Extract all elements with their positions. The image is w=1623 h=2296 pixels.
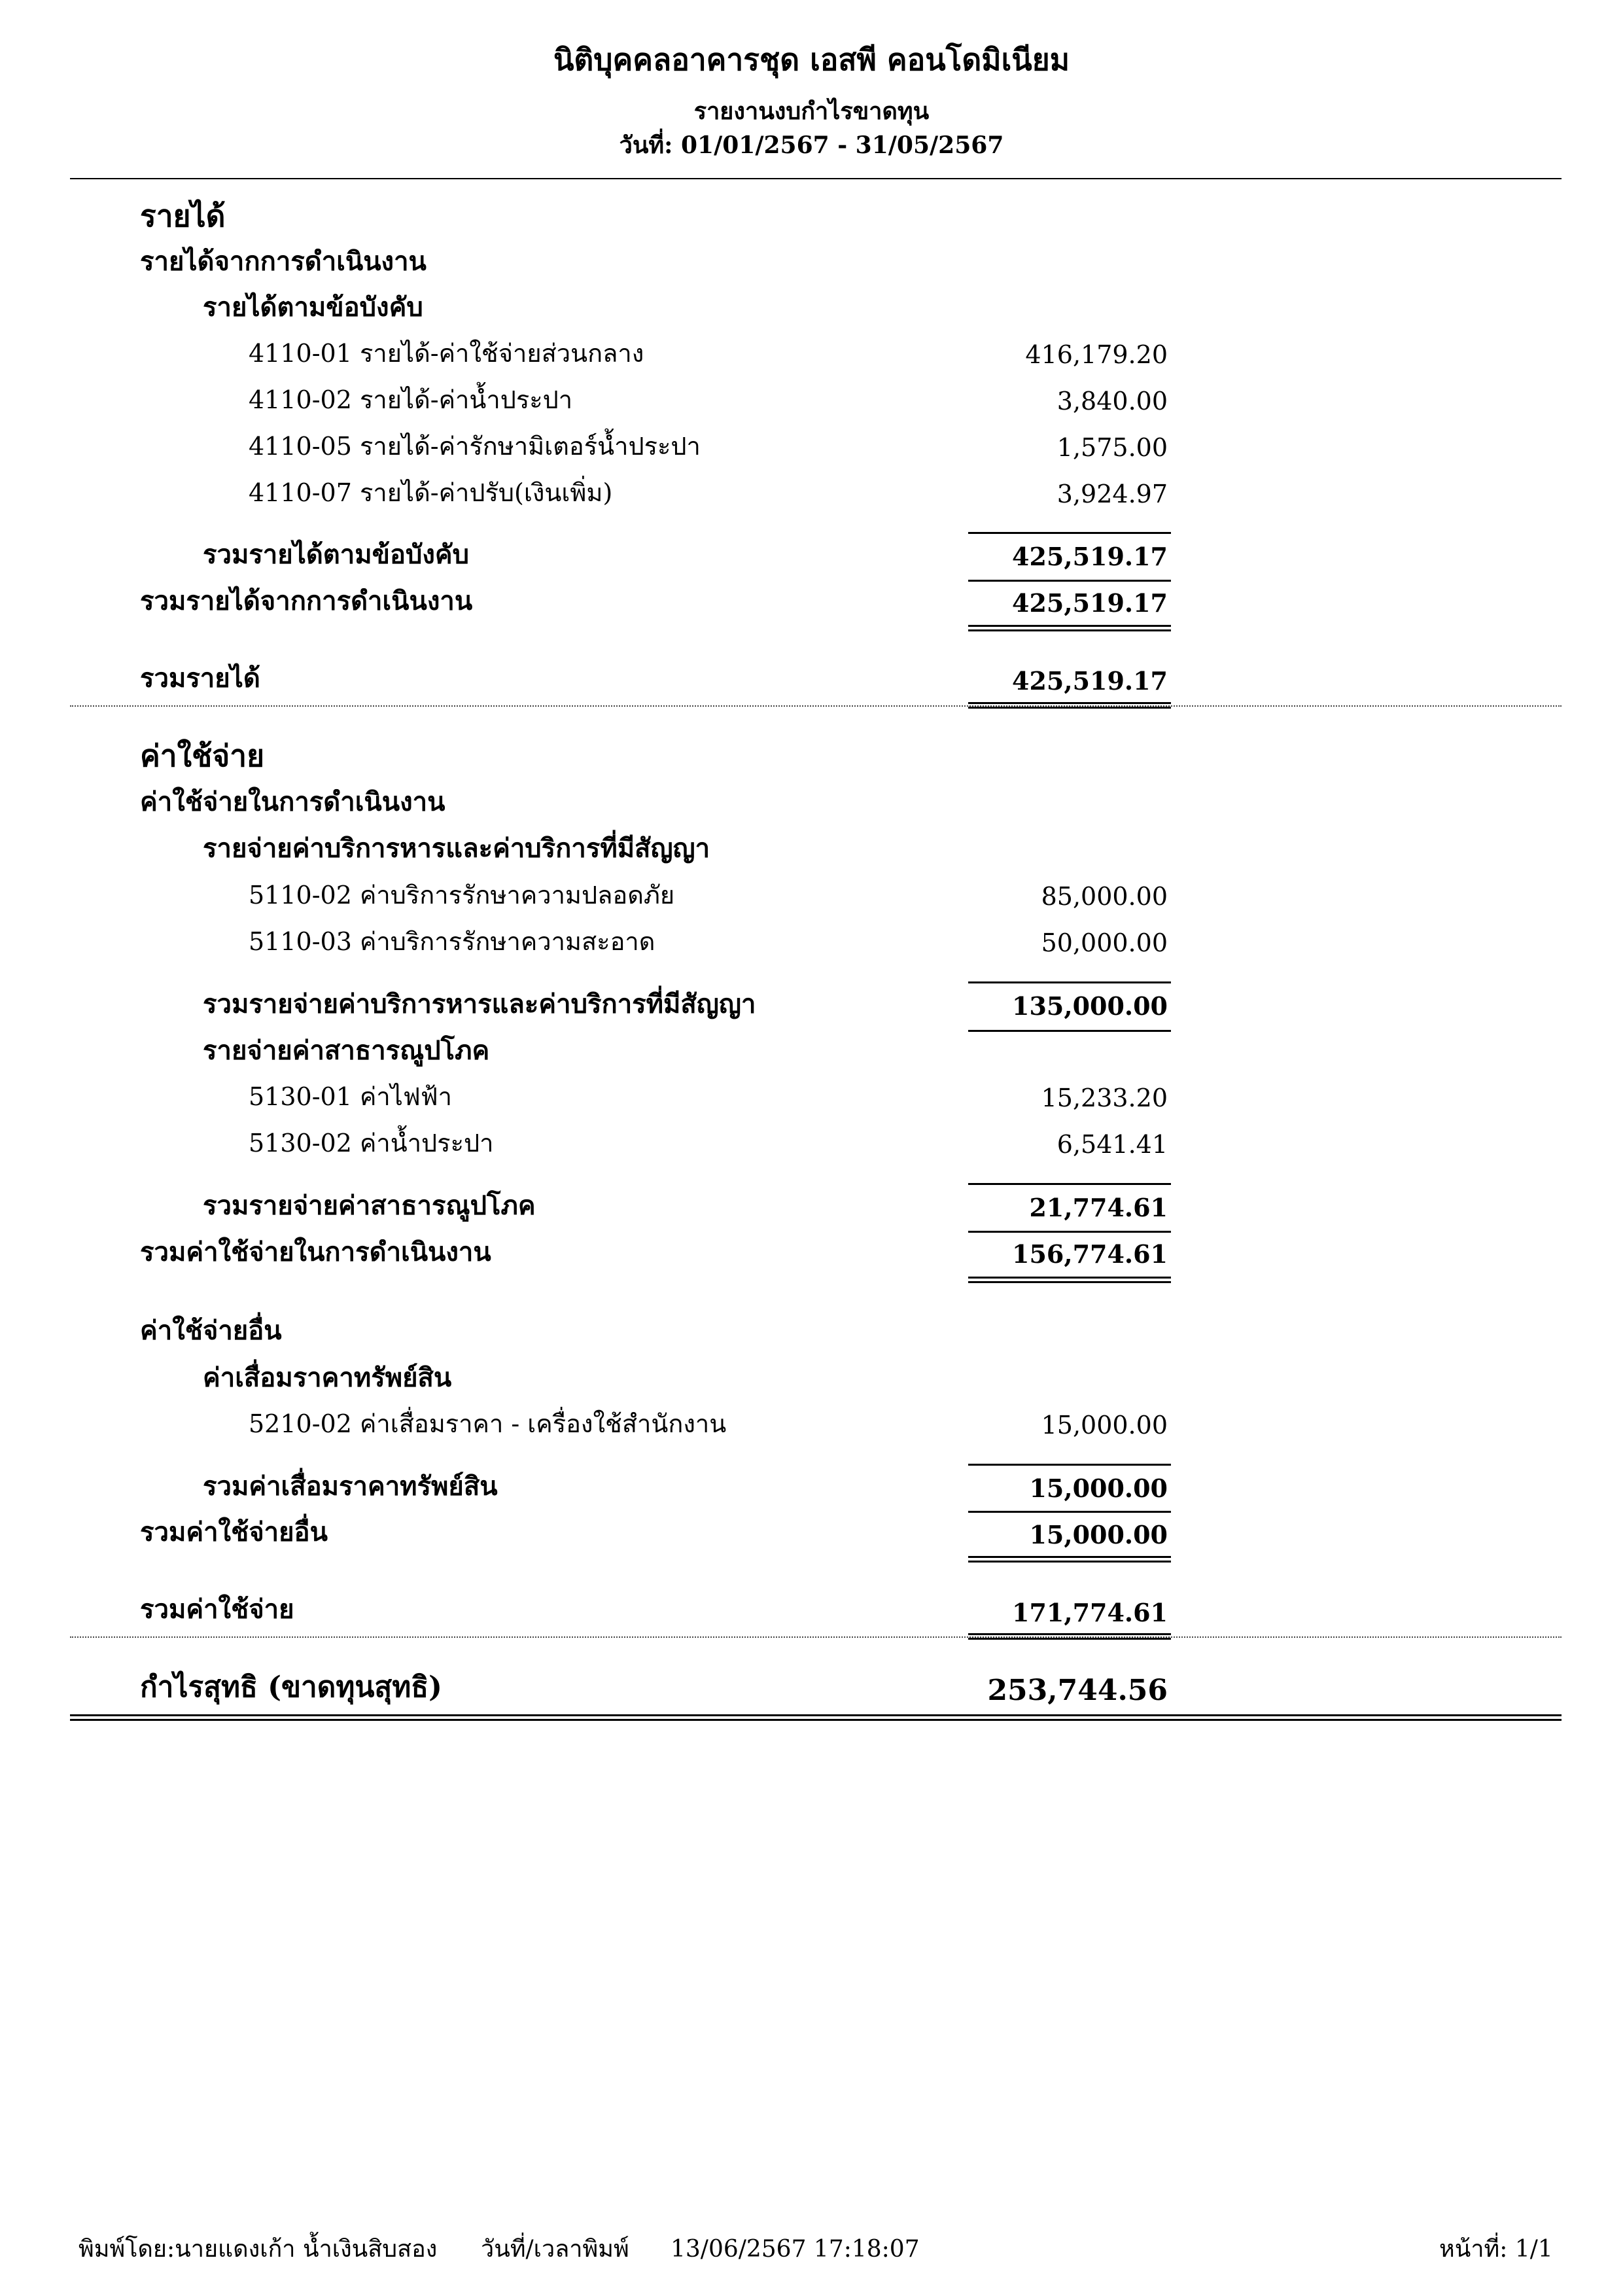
subtotal-rule [968, 1511, 1171, 1513]
expense-utility-title: รายจ่ายค่าสาธารณูปโภค [203, 1035, 490, 1066]
subtotal-rule [968, 981, 1171, 983]
print-time-label: วันที่/เวลาพิมพ์ [481, 2236, 629, 2263]
expense-other-total-label: รวมค่าใช้จ่ายอื่น [140, 1517, 328, 1547]
date-range: วันที่: 01/01/2567 - 31/05/2567 [619, 132, 1004, 159]
expense-item-label: 5130-02 ค่าน้ำประปา [249, 1129, 494, 1157]
net-profit-label: กำไรสุทธิ (ขาดทุนสุทธิ) [140, 1670, 442, 1704]
income-item-amount: 1,575.00 [1056, 433, 1168, 462]
income-item-amount: 3,840.00 [1056, 387, 1168, 415]
income-operating-total: 425,519.17 [1012, 588, 1168, 618]
income-item-label: 4110-05 รายได้-ค่ารักษามิเตอร์น้ำประปา [249, 432, 701, 461]
expense-contract-total-label: รวมรายจ่ายค่าบริการหารและค่าบริการที่มีสัญญา [203, 989, 756, 1019]
report-title: รายงานงบกำไรขาดทุน [693, 97, 930, 125]
expense-item-amount: 15,000.00 [1041, 1411, 1168, 1439]
expense-utility-total: 21,774.61 [1029, 1193, 1168, 1222]
income-mandatory-title: รายได้ตามข้อบังคับ [203, 292, 423, 323]
income-title: รายได้ [140, 198, 226, 234]
expense-item-label: 5110-03 ค่าบริการรักษาความสะอาด [249, 927, 655, 956]
expense-item-amount: 50,000.00 [1041, 928, 1168, 957]
income-mandatory-total: 425,519.17 [1012, 542, 1168, 571]
subtotal-rule [968, 1231, 1171, 1233]
net-double-rule [70, 1714, 1562, 1721]
expense-item-amount: 6,541.41 [1056, 1130, 1168, 1159]
income-mandatory-total-label: รวมรายได้ตามข้อบังคับ [203, 539, 470, 570]
total-double-rule [968, 1556, 1171, 1563]
total-double-rule [968, 625, 1171, 631]
net-profit-amount: 253,744.56 [987, 1674, 1168, 1707]
subtotal-rule [968, 580, 1171, 582]
expense-depreciation-title: ค่าเสื่อมราคาทรัพย์สิน [203, 1362, 452, 1393]
header-divider [70, 178, 1562, 179]
subtotal-rule [968, 1464, 1171, 1466]
subtotal-rule [968, 532, 1171, 534]
expense-item-label: 5210-02 ค่าเสื่อมราคา - เครื่องใช้สำนักงาน [249, 1409, 727, 1438]
expense-item-label: 5130-01 ค่าไฟฟ้า [249, 1082, 452, 1111]
printed-by: พิมพ์โดย:นายแดงเก้า น้ำเงินสิบสอง [79, 2236, 438, 2263]
expense-total: 171,774.61 [1012, 1598, 1168, 1627]
expense-utility-total-label: รวมรายจ่ายค่าสาธารณูปโภค [203, 1190, 536, 1221]
expense-other-total: 15,000.00 [1029, 1520, 1168, 1549]
expense-title: ค่าใช้จ่าย [140, 738, 265, 773]
income-operating-total-label: รวมรายได้จากการดำเนินงาน [140, 586, 473, 616]
section-divider [70, 705, 1562, 707]
expense-other-title: ค่าใช้จ่ายอื่น [140, 1315, 282, 1346]
expense-item-amount: 85,000.00 [1041, 882, 1168, 911]
expense-depreciation-total-label: รวมค่าเสื่อมราคาทรัพย์สิน [203, 1471, 498, 1502]
expense-operating-title: ค่าใช้จ่ายในการดำเนินงาน [140, 786, 445, 817]
income-item-amount: 3,924.97 [1056, 480, 1168, 508]
page-number: หน้าที่: 1/1 [1439, 2236, 1553, 2263]
subtotal-rule [968, 1183, 1171, 1185]
expense-operating-total-label: รวมค่าใช้จ่ายในการดำเนินงาน [140, 1237, 491, 1267]
print-time: 13/06/2567 17:18:07 [671, 2236, 920, 2263]
income-item-label: 4110-02 รายได้-ค่าน้ำประปา [249, 385, 573, 414]
expense-total-label: รวมค่าใช้จ่าย [140, 1594, 294, 1625]
expense-item-amount: 15,233.20 [1041, 1084, 1168, 1112]
income-item-amount: 416,179.20 [1025, 340, 1168, 369]
expense-item-label: 5110-02 ค่าบริการรักษาความปลอดภัย [249, 881, 675, 910]
total-double-rule [968, 1277, 1171, 1283]
expense-depreciation-total: 15,000.00 [1029, 1474, 1168, 1503]
expense-operating-total: 156,774.61 [1012, 1239, 1168, 1269]
income-total-label: รวมรายได้ [140, 663, 260, 694]
income-total: 425,519.17 [1012, 666, 1168, 696]
income-item-label: 4110-01 รายได้-ค่าใช้จ่ายส่วนกลาง [249, 339, 644, 368]
org-name: นิติบุคคลอาคารชุด เอสพี คอนโดมิเนียม [553, 42, 1070, 77]
income-item-label: 4110-07 รายได้-ค่าปรับ(เงินเพิ่ม) [249, 478, 613, 507]
subtotal-rule [968, 1030, 1171, 1032]
expense-contract-title: รายจ่ายค่าบริการหารและค่าบริการที่มีสัญญา [203, 833, 710, 864]
section-divider [70, 1636, 1562, 1638]
expense-contract-total: 135,000.00 [1012, 991, 1168, 1021]
income-operating-title: รายได้จากการดำเนินงาน [140, 246, 427, 277]
